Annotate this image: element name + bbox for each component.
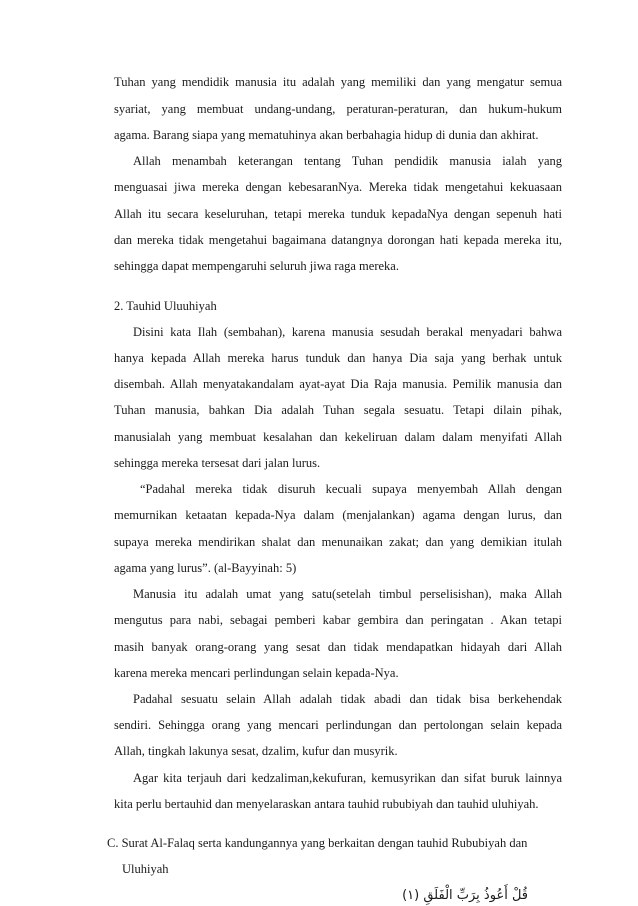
arabic-verse-al-falaq-1: قُلْ أَعُوذُ بِرَبِّ الْفَلَقِ (١) <box>402 888 528 903</box>
p1-line-3: agama. Barang siapa yang mematuhinya akan berbahagia hidup di dunia dan akhirat. <box>114 128 539 142</box>
p5-line-4: karena mereka mencari perlindungan selain kepada-Nya. <box>114 666 399 680</box>
p5-line-2: mengutus para nabi, sebagai pemberi kabar gembira dan peringatan . Akan tetapi <box>114 613 562 627</box>
section-c-heading-line-1: C. Surat Al-Falaq serta kandungannya yang berkaitan dengan tauhid Rububiyah dan <box>107 836 528 850</box>
p6-line-1: Padahal sesuatu selain Allah adalah tidak abadi dan tidak bisa berkehendak <box>133 692 562 706</box>
p3-line-1: Disini kata Ilah (sembahan), karena manusia sesudah berakal menyadari bahwa <box>133 325 562 339</box>
heading-tauhid-uluuhiyah: 2. Tauhid Uluuhiyah <box>114 299 217 313</box>
p2-line-4: dan mereka tidak mengetahui bagaimana datangnya dorongan hati kepada mereka itu, <box>114 233 562 247</box>
p2-line-2: menguasai jiwa mereka dengan kebesaranNya. Mereka tidak mengetahui kekuasaan <box>114 180 562 194</box>
p5-line-3: masih banyak orang-orang yang sesat dan tidak mendapatkan hidayah dari Allah <box>114 640 562 654</box>
section-c-heading-line-2: Uluhiyah <box>122 862 169 876</box>
p4-line-3: supaya mereka mendirikan shalat dan menunaikan zakat; dan yang demikian itulah <box>114 535 562 549</box>
p6-line-2: sendiri. Sehingga orang yang mencari perlindungan dan pertolongan selain kepada <box>114 718 562 732</box>
p1-line-2: syariat, yang membuat undang-undang, peraturan-peraturan, dan hukum-hukum <box>114 102 562 116</box>
p3-line-4: Tuhan manusia, bahkan Dia adalah Tuhan segala sesuatu. Tetapi dilain pihak, <box>114 403 562 417</box>
p4-line-4: agama yang lurus”. (al-Bayyinah: 5) <box>114 561 297 575</box>
p1-line-1: Tuhan yang mendidik manusia itu adalah yang memiliki dan yang mengatur semua <box>114 75 562 89</box>
p3-line-5: manusialah yang membuat kesalahan dan kekeliruan dalam dalam menyifati Allah <box>114 430 562 444</box>
p2-line-5: sehingga dapat mempengaruhi seluruh jiwa raga mereka. <box>114 259 399 273</box>
p5-line-1: Manusia itu adalah umat yang satu(setelah timbul perselisishan), maka Allah <box>133 587 562 601</box>
p6-line-3: Allah, tingkah lakunya sesat, dzalim, kufur dan musyrik. <box>114 744 398 758</box>
p3-line-6: sehingga mereka tersesat dari jalan lurus. <box>114 456 321 470</box>
p3-line-2: hanya kepada Allah mereka harus tunduk dan hanya Dia saja yang berhak untuk <box>114 351 562 365</box>
p3-line-3: disembah. Allah menyatakandalam ayat-ayat Dia Raja manusia. Pemilik manusia dan <box>114 377 562 391</box>
p2-line-3: Allah itu secara keseluruhan, tetapi mereka tunduk kepadaNya dengan sepenuh hati <box>114 207 562 221</box>
p4-line-1: “Padahal mereka tidak disuruh kecuali supaya menyembah Allah dengan <box>140 482 562 496</box>
p4-line-2: memurnikan ketaatan kepada-Nya dalam (menjalankan) agama dengan lurus, dan <box>114 508 562 522</box>
p7-line-1: Agar kita terjauh dari kedzaliman,kekufuran, kemusyrikan dan sifat buruk lainnya <box>133 771 562 785</box>
p7-line-2: kita perlu bertauhid dan menyelaraskan antara tauhid rububiyah dan tauhid uluhiyah. <box>114 797 539 811</box>
p2-line-1: Allah menambah keterangan tentang Tuhan pendidik manusia ialah yang <box>133 154 562 168</box>
